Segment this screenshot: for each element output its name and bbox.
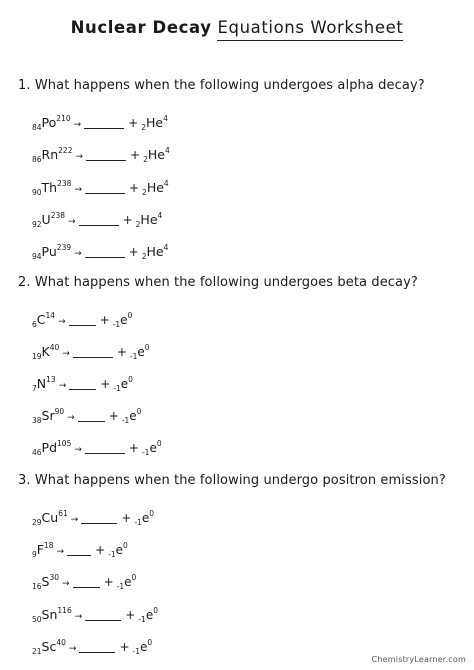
particle-mass-number: 4 — [163, 243, 169, 252]
element-symbol: Po — [41, 115, 57, 130]
particle-charge-number: -1 — [132, 647, 140, 656]
atomic-number: 46 — [32, 448, 42, 457]
emitted-particle — [122, 409, 142, 423]
question-1-text: 1. What happens when the following undergoes alpha decay? — [18, 78, 425, 93]
emitted-particle — [136, 212, 163, 227]
element-symbol: Th — [41, 180, 58, 195]
emitted-particle — [134, 511, 154, 525]
plus-sign: + — [125, 608, 136, 622]
emitted-particle — [141, 115, 168, 130]
reaction-arrow: → — [56, 547, 65, 557]
equation-row — [32, 240, 169, 261]
particle-mass-number: 0 — [127, 311, 133, 320]
element-symbol: C — [36, 312, 46, 327]
plus-sign: + — [103, 575, 114, 589]
particle-symbol: e — [145, 608, 154, 622]
reactant-isotope — [32, 308, 55, 333]
question-3-text: 3. What happens when the following undergo positron emission? — [18, 473, 446, 488]
answer-blank[interactable] — [85, 442, 125, 454]
mass-number: 210 — [56, 114, 71, 123]
particle-symbol: e — [115, 543, 124, 557]
mass-number: 13 — [46, 375, 56, 384]
equation-row — [32, 635, 153, 656]
equation-row — [32, 436, 162, 457]
element-symbol: Sr — [41, 408, 55, 423]
particle-symbol: He — [147, 147, 165, 162]
element-symbol: Sn — [41, 607, 58, 622]
answer-blank[interactable] — [69, 314, 96, 326]
particle-mass-number: 0 — [128, 375, 133, 384]
equation-row — [32, 111, 168, 132]
reactant-isotope — [32, 143, 72, 168]
reaction-arrow: → — [74, 612, 83, 622]
atomic-number: 86 — [32, 155, 42, 164]
emitted-particle — [113, 313, 133, 327]
atomic-number: 7 — [32, 384, 37, 393]
answer-blank[interactable] — [67, 544, 91, 556]
element-symbol: F — [36, 542, 44, 557]
mass-number: 239 — [56, 243, 72, 252]
element-symbol: K — [41, 344, 50, 359]
equation-row — [32, 143, 170, 164]
emitted-particle — [142, 180, 169, 195]
plus-sign: + — [121, 511, 132, 525]
mass-number: 40 — [56, 638, 66, 647]
reaction-arrow: → — [70, 515, 79, 525]
atomic-number: 94 — [32, 252, 42, 261]
equation-row — [32, 372, 133, 393]
question-2-text: 2. What happens when the following undergoes beta decay? — [18, 275, 418, 290]
emitted-particle — [117, 575, 137, 589]
reactant-isotope — [32, 436, 71, 461]
emitted-particle — [108, 543, 128, 557]
answer-blank[interactable] — [79, 214, 119, 226]
particle-charge-number: -1 — [108, 550, 116, 559]
reaction-arrow: → — [67, 413, 75, 423]
particle-charge-number: -1 — [141, 448, 150, 457]
particle-mass-number: 0 — [149, 509, 155, 518]
emitted-particle — [133, 640, 153, 654]
equation-row — [32, 506, 155, 527]
element-symbol: Sc — [41, 639, 57, 654]
mass-number: 238 — [57, 179, 72, 188]
particle-charge-number: 2 — [142, 188, 147, 197]
answer-blank[interactable] — [73, 346, 113, 358]
reactant-isotope — [32, 538, 54, 563]
reaction-arrow: → — [74, 249, 82, 259]
equation-row — [32, 308, 133, 329]
plus-sign: + — [100, 377, 111, 391]
equation-row — [32, 340, 150, 361]
element-symbol: Pd — [41, 440, 58, 455]
particle-charge-number: -1 — [113, 384, 121, 393]
watermark: ChemistryLearner.com — [371, 655, 466, 664]
emitted-particle — [130, 345, 150, 359]
answer-blank[interactable] — [81, 512, 117, 524]
particle-symbol: e — [137, 345, 145, 359]
reaction-arrow: → — [73, 120, 82, 130]
emitted-particle — [142, 244, 169, 259]
plus-sign: + — [95, 543, 106, 557]
plus-sign: + — [128, 116, 139, 130]
element-symbol: Pu — [41, 244, 57, 259]
equation-row — [32, 208, 163, 229]
particle-charge-number: -1 — [129, 352, 138, 361]
reactant-isotope — [32, 176, 71, 201]
particle-symbol: e — [120, 377, 129, 391]
particle-charge-number: 2 — [141, 123, 147, 132]
worksheet-title — [0, 18, 474, 41]
particle-charge-number: 2 — [135, 220, 141, 229]
reaction-arrow: → — [68, 217, 76, 227]
particle-mass-number: 4 — [157, 211, 163, 220]
particle-mass-number: 0 — [156, 439, 162, 448]
reactant-isotope — [32, 372, 56, 397]
equation-row — [32, 176, 169, 197]
particle-charge-number: -1 — [134, 518, 142, 527]
particle-charge-number: -1 — [138, 615, 146, 624]
element-symbol: U — [41, 212, 51, 227]
mass-number: 238 — [50, 211, 66, 220]
answer-blank[interactable] — [84, 117, 124, 129]
title-underlined-part: Equations Worksheet — [217, 18, 403, 41]
reactant-isotope — [32, 603, 72, 628]
reaction-arrow: → — [75, 152, 84, 162]
plus-sign: + — [130, 148, 141, 162]
particle-symbol: e — [149, 441, 157, 455]
atomic-number: 6 — [32, 320, 37, 329]
title-bold-part: Nuclear Decay — [70, 18, 212, 37]
atomic-number: 90 — [32, 188, 42, 197]
mass-number: 30 — [49, 573, 60, 582]
particle-symbol: He — [146, 244, 164, 259]
plus-sign: + — [119, 640, 130, 654]
mass-number: 40 — [49, 343, 60, 352]
reaction-arrow: → — [58, 381, 67, 391]
emitted-particle — [143, 147, 170, 162]
emitted-particle — [113, 377, 133, 391]
particle-symbol: He — [140, 212, 158, 227]
particle-symbol: e — [129, 409, 137, 423]
plus-sign: + — [116, 345, 127, 359]
reaction-arrow: → — [62, 579, 70, 589]
emitted-particle — [142, 441, 162, 455]
plus-sign: + — [122, 213, 133, 227]
particle-charge-number: 2 — [143, 155, 148, 164]
reactant-isotope — [32, 111, 71, 136]
particle-mass-number: 4 — [163, 179, 169, 188]
mass-number: 18 — [43, 541, 54, 550]
reactant-isotope — [32, 208, 65, 233]
answer-blank[interactable] — [85, 246, 125, 258]
atomic-number: 16 — [32, 582, 42, 591]
reactant-isotope — [32, 506, 68, 531]
atomic-number: 29 — [32, 518, 42, 527]
particle-symbol: He — [146, 180, 164, 195]
particle-charge-number: -1 — [116, 582, 125, 591]
particle-charge-number: 2 — [141, 252, 147, 261]
particle-mass-number: 0 — [123, 541, 128, 550]
reaction-arrow: → — [74, 445, 82, 455]
element-symbol: N — [36, 376, 47, 391]
particle-charge-number: -1 — [121, 416, 130, 425]
mass-number: 105 — [57, 439, 72, 448]
particle-mass-number: 0 — [136, 407, 142, 416]
answer-blank[interactable] — [69, 378, 96, 390]
particle-symbol: He — [146, 115, 164, 130]
particle-symbol: e — [124, 575, 132, 589]
element-symbol: Rn — [41, 147, 59, 162]
emitted-particle — [138, 608, 158, 622]
atomic-number: 9 — [32, 550, 37, 559]
atomic-number: 92 — [32, 220, 42, 229]
reaction-arrow: → — [68, 644, 77, 654]
reactant-isotope — [32, 635, 66, 660]
atomic-number: 38 — [32, 416, 42, 425]
element-symbol: Cu — [41, 510, 59, 525]
answer-blank[interactable] — [78, 410, 105, 422]
element-symbol: S — [41, 574, 50, 589]
particle-mass-number: 0 — [131, 573, 137, 582]
particle-mass-number: 4 — [164, 146, 170, 155]
reactant-isotope — [32, 404, 64, 429]
mass-number: 116 — [57, 606, 72, 615]
equation-row — [32, 570, 137, 591]
mass-number: 222 — [58, 146, 73, 155]
answer-blank[interactable] — [73, 576, 100, 588]
plus-sign: + — [108, 409, 119, 423]
particle-mass-number: 0 — [144, 343, 150, 352]
atomic-number: 19 — [32, 352, 42, 361]
plus-sign: + — [99, 313, 110, 327]
particle-mass-number: 4 — [163, 114, 168, 123]
atomic-number: 84 — [32, 123, 42, 132]
answer-blank[interactable] — [86, 149, 126, 161]
reactant-isotope — [32, 340, 59, 365]
reaction-arrow: → — [74, 185, 82, 195]
atomic-number: 50 — [32, 615, 42, 624]
mass-number: 61 — [58, 509, 68, 518]
particle-symbol: e — [120, 313, 128, 327]
particle-mass-number: 0 — [153, 606, 158, 615]
particle-symbol: e — [140, 640, 148, 654]
answer-blank[interactable] — [85, 182, 125, 194]
equation-row — [32, 603, 158, 624]
mass-number: 14 — [45, 311, 56, 320]
answer-blank[interactable] — [85, 609, 121, 621]
answer-blank[interactable] — [79, 641, 115, 653]
plus-sign: + — [128, 441, 139, 455]
equation-row — [32, 404, 142, 425]
particle-mass-number: 0 — [147, 638, 153, 647]
particle-symbol: e — [141, 511, 150, 525]
equation-row — [32, 538, 128, 559]
atomic-number: 21 — [32, 647, 42, 656]
mass-number: 90 — [54, 407, 65, 416]
reaction-arrow: → — [62, 349, 70, 359]
plus-sign: + — [128, 245, 139, 259]
particle-charge-number: -1 — [112, 320, 121, 329]
reaction-arrow: → — [58, 317, 66, 327]
reactant-isotope — [32, 240, 71, 265]
plus-sign: + — [128, 181, 140, 195]
reactant-isotope — [32, 570, 59, 595]
